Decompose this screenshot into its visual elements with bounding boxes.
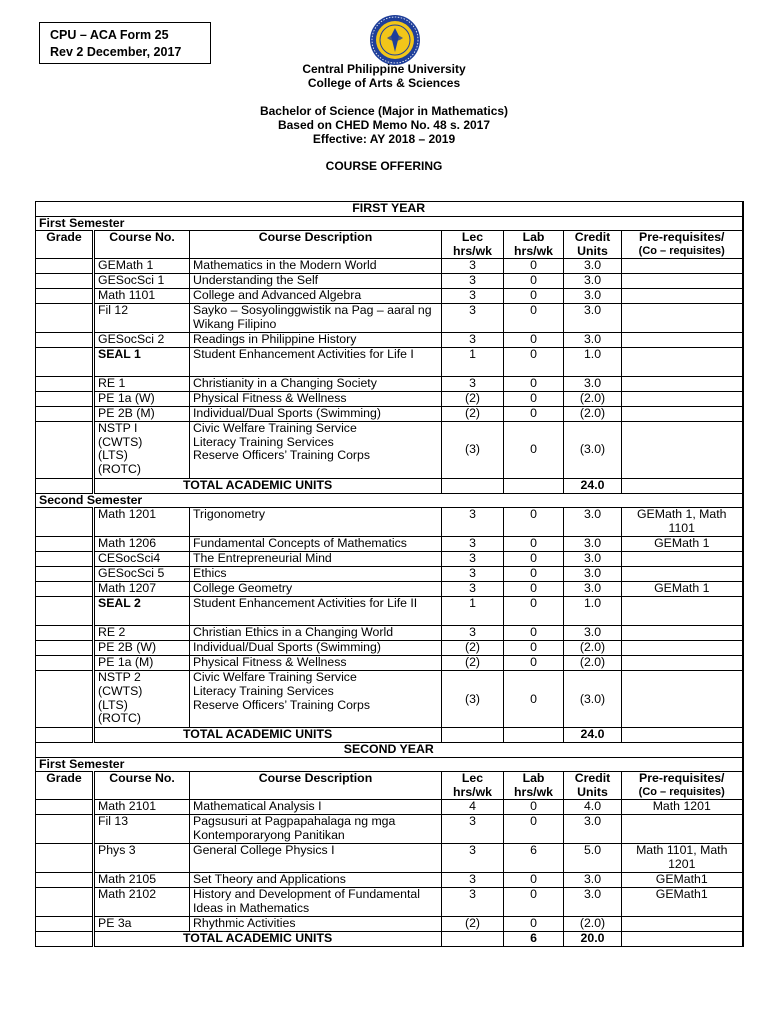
college-name: College of Arts & Sciences: [307, 76, 461, 90]
nstp-course-no-line: (ROTC): [98, 461, 142, 476]
course-no: Math 1207: [94, 582, 190, 597]
prerequisites: [622, 815, 743, 844]
course-no: Math 2105: [94, 873, 190, 888]
credit-units: 3.0: [564, 333, 622, 348]
credit-units: (2.0): [564, 407, 622, 422]
lab-hours: 6: [504, 844, 564, 873]
total-label: TOTAL ACADEMIC UNITS: [94, 479, 442, 494]
course-row: [36, 888, 743, 917]
col-lab-hours: Lab hrs/wk: [504, 231, 564, 259]
nstp-course-no-line: (ROTC): [98, 711, 142, 726]
course-no: Math 2101: [94, 800, 190, 815]
total-credit-units: 24.0: [564, 728, 622, 743]
course-row: [36, 552, 743, 567]
course-no: PE 1a (W): [94, 392, 190, 407]
course-row: [36, 567, 743, 582]
prerequisites: GEMath1: [622, 888, 743, 917]
total-prereq: [622, 932, 743, 947]
course-no: CESocSci4: [94, 552, 190, 567]
prerequisites: [622, 641, 743, 656]
col-credit-units: Credit Units: [564, 772, 622, 800]
lec-hours: (2): [442, 392, 504, 407]
col-course-no: Course No.: [94, 231, 190, 259]
credit-units: 5.0: [564, 844, 622, 873]
grade-cell: [36, 348, 94, 377]
course-no: Fil 12: [94, 304, 190, 333]
course-row: [36, 844, 743, 873]
course-row: [36, 815, 743, 844]
prerequisites: [622, 289, 743, 304]
document-title: COURSE OFFERING: [325, 159, 443, 173]
total-lec: [442, 932, 504, 947]
credit-units: 1.0: [564, 597, 622, 626]
lab-hours: 0: [504, 348, 564, 377]
prerequisites: [622, 407, 743, 422]
credit-units: 3.0: [564, 508, 622, 537]
grade-cell: [36, 656, 94, 671]
prerequisites: Math 1201: [622, 800, 743, 815]
credit-units: 3.0: [564, 304, 622, 333]
course-description: Readings in Philippine History: [190, 333, 442, 348]
lab-hours: 0: [504, 377, 564, 392]
lab-hours: 0: [504, 800, 564, 815]
prerequisites: [622, 422, 743, 479]
lec-hours: 3: [442, 259, 504, 274]
program-name: Bachelor of Science (Major in Mathematics): [259, 104, 509, 118]
prerequisites: Math 1101, Math 1201: [622, 844, 743, 873]
course-description: College Geometry: [190, 582, 442, 597]
course-no: RE 2: [94, 626, 190, 641]
grade-cell: [36, 508, 94, 537]
prerequisites: [622, 656, 743, 671]
nstp-description-line: Reserve Officers’ Training Corps: [193, 697, 371, 712]
lec-hours: 3: [442, 552, 504, 567]
lec-hours: 3: [442, 377, 504, 392]
lec-hours: 3: [442, 626, 504, 641]
semester-label: Second Semester: [36, 493, 743, 508]
nstp-course-no-line: NSTP I: [98, 421, 138, 436]
lab-hours: 0: [504, 274, 564, 289]
semester-row: [36, 216, 743, 231]
credit-units: 3.0: [564, 888, 622, 917]
lec-hours: 3: [442, 815, 504, 844]
course-description: Pagsusuri at Pagpapahalaga ng mga Kontemporaryong Panitikan: [190, 815, 442, 844]
total-lec: [442, 728, 504, 743]
lec-hours: 3: [442, 304, 504, 333]
course-no: PE 2B (M): [94, 407, 190, 422]
course-row: [36, 582, 743, 597]
course-row: [36, 641, 743, 656]
course-row: [36, 348, 743, 377]
lab-hours: 0: [504, 582, 564, 597]
credit-units: 3.0: [564, 873, 622, 888]
course-row: [36, 800, 743, 815]
lec-hours: 3: [442, 888, 504, 917]
course-no: Fil 13: [94, 815, 190, 844]
lec-hours: 3: [442, 567, 504, 582]
credit-units: 3.0: [564, 582, 622, 597]
lab-hours: 0: [504, 289, 564, 304]
prerequisites: [622, 597, 743, 626]
credit-units: (2.0): [564, 656, 622, 671]
semester-row: [36, 757, 743, 772]
year-band-row: [36, 202, 743, 217]
course-description: Physical Fitness & Wellness: [190, 392, 442, 407]
lab-hours: 0: [504, 873, 564, 888]
lab-hours: 0: [504, 671, 564, 728]
credit-units: 3.0: [564, 567, 622, 582]
course-row: [36, 873, 743, 888]
year-heading: SECOND YEAR: [36, 742, 743, 757]
grade-cell: [36, 671, 94, 728]
course-no: Math 1206: [94, 537, 190, 552]
course-no: GESocSci 2: [94, 333, 190, 348]
course-no: SEAL 1: [94, 348, 190, 377]
total-lab: [504, 479, 564, 494]
course-no: PE 3a: [94, 917, 190, 932]
grade-cell: [36, 407, 94, 422]
grade-cell: [36, 815, 94, 844]
total-row: [36, 932, 743, 947]
course-row: [36, 407, 743, 422]
course-no: Math 1201: [94, 508, 190, 537]
grade-cell: [36, 626, 94, 641]
course-row: [36, 333, 743, 348]
lec-hours: 3: [442, 508, 504, 537]
form-number-box: [39, 22, 211, 64]
prerequisites: [622, 917, 743, 932]
lec-hours: (2): [442, 656, 504, 671]
course-no: GESocSci 1: [94, 274, 190, 289]
grade-cell: [36, 289, 94, 304]
lec-hours: 3: [442, 844, 504, 873]
lec-hours: 3: [442, 289, 504, 304]
semester-label: First Semester: [36, 757, 743, 772]
credit-units: 4.0: [564, 800, 622, 815]
course-no: RE 1: [94, 377, 190, 392]
col-lec-hours: Lec hrs/wk: [442, 231, 504, 259]
column-header-row: [36, 231, 743, 259]
nstp-description-line: Literacy Training Services: [193, 434, 334, 449]
lab-hours: 0: [504, 259, 564, 274]
prerequisites: [622, 377, 743, 392]
course-row: [36, 289, 743, 304]
course-row: [36, 508, 743, 537]
lec-hours: 3: [442, 873, 504, 888]
total-lec: [442, 479, 504, 494]
year-band-row: [36, 742, 743, 757]
course-description: Sayko – Sosyolinggwistik na Pag – aaral ng Wikang Filipino: [190, 304, 442, 333]
grade-cell: [36, 274, 94, 289]
university-name: Central Philippine University: [302, 62, 466, 76]
grade-cell: [36, 259, 94, 274]
course-description: Ethics: [190, 567, 442, 582]
col-prerequisites: [622, 772, 743, 800]
lab-hours: 0: [504, 567, 564, 582]
course-offering-table: [35, 201, 744, 947]
nstp-description-line: Civic Welfare Training Service: [193, 421, 357, 436]
col-prerequisites-label: Pre-requisites/: [639, 230, 725, 245]
credit-units: 3.0: [564, 626, 622, 641]
nstp-description-line: Reserve Officers’ Training Corps: [193, 448, 371, 463]
lab-hours: 0: [504, 656, 564, 671]
nstp-description-line: Literacy Training Services: [193, 683, 334, 698]
lec-hours: 3: [442, 537, 504, 552]
lab-hours: 0: [504, 626, 564, 641]
prerequisites: GEMath 1: [622, 582, 743, 597]
prerequisites: [622, 259, 743, 274]
credit-units: 3.0: [564, 377, 622, 392]
grade-cell: [36, 392, 94, 407]
nstp-course-no-line: NSTP 2: [98, 670, 141, 685]
form-revision: Rev 2 December, 2017: [50, 45, 182, 59]
total-row: [36, 728, 743, 743]
prerequisites: [622, 671, 743, 728]
credit-units: 3.0: [564, 815, 622, 844]
nstp-course-no: [94, 422, 190, 479]
lab-hours: 0: [504, 888, 564, 917]
total-lab: 6: [504, 932, 564, 947]
year-heading: FIRST YEAR: [36, 202, 743, 217]
column-header-row: [36, 772, 743, 800]
grade-cell: [36, 844, 94, 873]
grade-cell: [36, 333, 94, 348]
lec-hours: (3): [442, 422, 504, 479]
col-corequisites-label: (Co – requisites): [638, 244, 725, 257]
col-lab-hours: Lab hrs/wk: [504, 772, 564, 800]
course-description: College and Advanced Algebra: [190, 289, 442, 304]
course-description: Understanding the Self: [190, 274, 442, 289]
nstp-course-no: [94, 671, 190, 728]
total-lab: [504, 728, 564, 743]
col-course-no: Course No.: [94, 772, 190, 800]
lec-hours: (2): [442, 407, 504, 422]
course-description: Individual/Dual Sports (Swimming): [190, 641, 442, 656]
course-description: The Entrepreneurial Mind: [190, 552, 442, 567]
lec-hours: (3): [442, 671, 504, 728]
col-grade: Grade: [36, 231, 94, 259]
credit-units: 3.0: [564, 289, 622, 304]
course-row: [36, 274, 743, 289]
lab-hours: 0: [504, 552, 564, 567]
grade-cell: [36, 582, 94, 597]
course-description: Physical Fitness & Wellness: [190, 656, 442, 671]
credit-units: (3.0): [564, 671, 622, 728]
course-description: Mathematical Analysis I: [190, 800, 442, 815]
total-row: [36, 479, 743, 494]
effective-year: Effective: AY 2018 – 2019: [312, 132, 456, 146]
prerequisites: GEMath 1: [622, 537, 743, 552]
nstp-course-no-line: (LTS): [98, 697, 128, 712]
semester-label: First Semester: [36, 216, 743, 231]
prerequisites: [622, 567, 743, 582]
total-prereq: [622, 479, 743, 494]
nstp-course-no-line: (LTS): [98, 448, 128, 463]
course-description: General College Physics I: [190, 844, 442, 873]
total-credit-units: 20.0: [564, 932, 622, 947]
course-description: Mathematics in the Modern World: [190, 259, 442, 274]
prerequisites: [622, 392, 743, 407]
lec-hours: 3: [442, 333, 504, 348]
col-prerequisites: [622, 231, 743, 259]
course-row: [36, 377, 743, 392]
grade-cell: [36, 728, 94, 743]
course-row: [36, 656, 743, 671]
nstp-row: [36, 422, 743, 479]
course-description: Trigonometry: [190, 508, 442, 537]
prerequisites: GEMath1: [622, 873, 743, 888]
course-row: [36, 597, 743, 626]
lab-hours: 0: [504, 333, 564, 348]
course-row: [36, 537, 743, 552]
course-no: SEAL 2: [94, 597, 190, 626]
credit-units: 3.0: [564, 552, 622, 567]
course-description: Individual/Dual Sports (Swimming): [190, 407, 442, 422]
course-row: [36, 304, 743, 333]
nstp-description-line: Civic Welfare Training Service: [193, 670, 357, 685]
grade-cell: [36, 479, 94, 494]
course-description: Student Enhancement Activities for Life I: [190, 348, 442, 377]
lec-hours: 1: [442, 348, 504, 377]
nstp-row: [36, 671, 743, 728]
prerequisites: [622, 274, 743, 289]
lec-hours: 3: [442, 274, 504, 289]
total-label: TOTAL ACADEMIC UNITS: [94, 932, 442, 947]
grade-cell: [36, 873, 94, 888]
grade-cell: [36, 552, 94, 567]
grade-cell: [36, 932, 94, 947]
lab-hours: 0: [504, 407, 564, 422]
credit-units: 3.0: [564, 274, 622, 289]
nstp-description: [190, 422, 442, 479]
course-no: Phys 3: [94, 844, 190, 873]
lab-hours: 0: [504, 537, 564, 552]
lab-hours: 0: [504, 917, 564, 932]
lec-hours: (2): [442, 917, 504, 932]
lec-hours: 1: [442, 597, 504, 626]
total-label: TOTAL ACADEMIC UNITS: [94, 728, 442, 743]
lec-hours: 4: [442, 800, 504, 815]
prerequisites: [622, 348, 743, 377]
lec-hours: 3: [442, 582, 504, 597]
lab-hours: 0: [504, 422, 564, 479]
course-description: Student Enhancement Activities for Life II: [190, 597, 442, 626]
grade-cell: [36, 641, 94, 656]
grade-cell: [36, 567, 94, 582]
total-credit-units: 24.0: [564, 479, 622, 494]
course-row: [36, 917, 743, 932]
col-grade: Grade: [36, 772, 94, 800]
course-row: [36, 392, 743, 407]
course-description: History and Development of Fundamental Ideas in Mathematics: [190, 888, 442, 917]
course-no: GEMath 1: [94, 259, 190, 274]
prerequisites: [622, 552, 743, 567]
form-code: CPU – ACA Form 25: [50, 28, 169, 42]
course-description: Rhythmic Activities: [190, 917, 442, 932]
nstp-description: [190, 671, 442, 728]
grade-cell: [36, 537, 94, 552]
credit-units: (2.0): [564, 392, 622, 407]
course-description: Christianity in a Changing Society: [190, 377, 442, 392]
prerequisites: [622, 626, 743, 641]
grade-cell: [36, 422, 94, 479]
grade-cell: [36, 377, 94, 392]
grade-cell: [36, 800, 94, 815]
nstp-course-no-line: (CWTS): [98, 434, 143, 449]
prerequisites: [622, 333, 743, 348]
col-course-description: Course Description: [190, 772, 442, 800]
grade-cell: [36, 597, 94, 626]
credit-units: (2.0): [564, 641, 622, 656]
col-prerequisites-label: Pre-requisites/: [639, 771, 725, 786]
grade-cell: [36, 304, 94, 333]
course-no: Math 1101: [94, 289, 190, 304]
col-credit-units: Credit Units: [564, 231, 622, 259]
lec-hours: (2): [442, 641, 504, 656]
credit-units: (2.0): [564, 917, 622, 932]
course-row: [36, 626, 743, 641]
col-lec-hours: Lec hrs/wk: [442, 772, 504, 800]
semester-row: [36, 493, 743, 508]
lab-hours: 0: [504, 815, 564, 844]
lab-hours: 0: [504, 392, 564, 407]
prerequisites: [622, 304, 743, 333]
ched-memo: Based on CHED Memo No. 48 s. 2017: [277, 118, 491, 132]
lab-hours: 0: [504, 641, 564, 656]
nstp-course-no-line: (CWTS): [98, 683, 143, 698]
course-description: Fundamental Concepts of Mathematics: [190, 537, 442, 552]
course-no: GESocSci 5: [94, 567, 190, 582]
course-description: Christian Ethics in a Changing World: [190, 626, 442, 641]
credit-units: 3.0: [564, 259, 622, 274]
university-seal-icon: [369, 14, 421, 66]
credit-units: 1.0: [564, 348, 622, 377]
credit-units: (3.0): [564, 422, 622, 479]
course-no: Math 2102: [94, 888, 190, 917]
course-no: PE 1a (M): [94, 656, 190, 671]
grade-cell: [36, 917, 94, 932]
grade-cell: [36, 888, 94, 917]
course-row: [36, 259, 743, 274]
credit-units: 3.0: [564, 537, 622, 552]
course-no: PE 2B (W): [94, 641, 190, 656]
course-description: Set Theory and Applications: [190, 873, 442, 888]
col-corequisites-label: (Co – requisites): [638, 785, 725, 798]
prerequisites: GEMath 1, Math 1101: [622, 508, 743, 537]
lab-hours: 0: [504, 597, 564, 626]
lab-hours: 0: [504, 508, 564, 537]
total-prereq: [622, 728, 743, 743]
lab-hours: 0: [504, 304, 564, 333]
col-course-description: Course Description: [190, 231, 442, 259]
